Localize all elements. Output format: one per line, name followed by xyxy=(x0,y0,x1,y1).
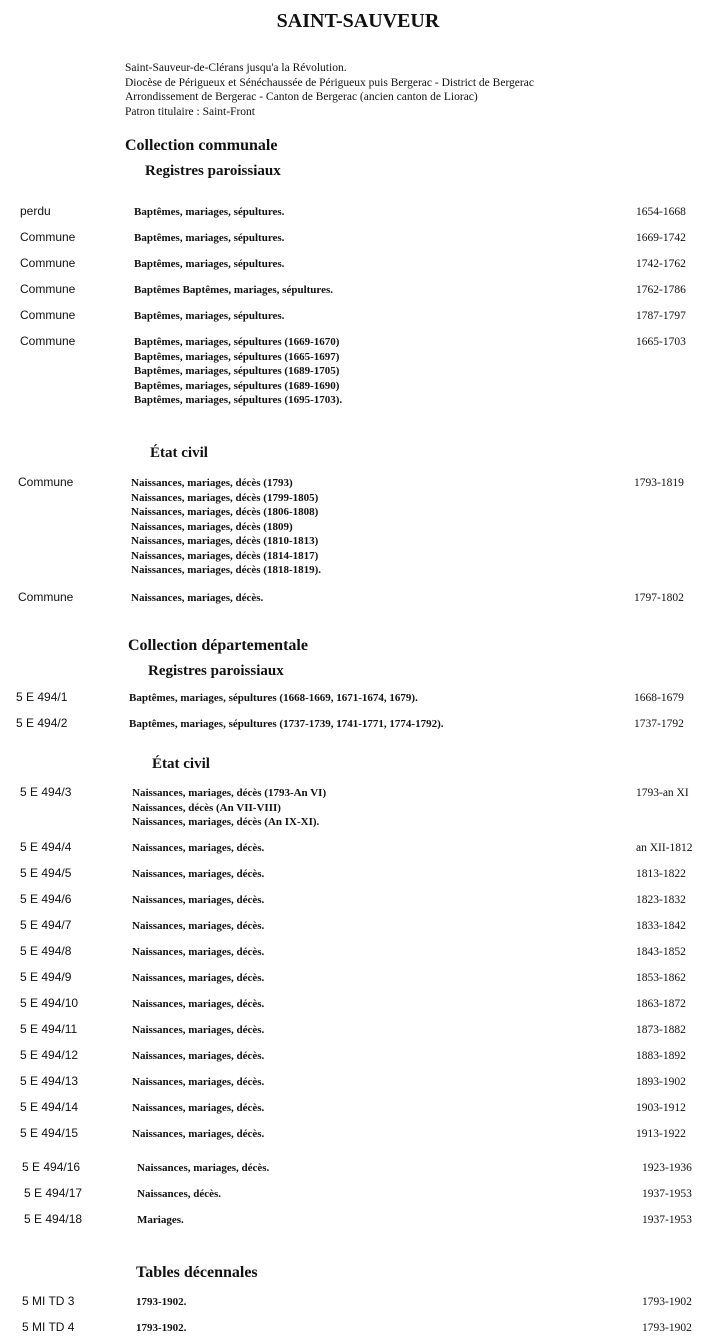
record-description xyxy=(132,997,264,1012)
record-code: 5 E 494/12 xyxy=(20,1048,79,1062)
record-description-line: Baptêmes, mariages, sépultures. xyxy=(134,310,285,322)
record-dates: 1793-an XI xyxy=(636,787,689,799)
record-description-line: Baptêmes, mariages, sépultures (1665-1697) xyxy=(134,350,340,363)
record-description-line: Naissances, mariages, décès. xyxy=(132,1024,265,1036)
record-code: Commune xyxy=(20,308,76,322)
intro-line: Patron titulaire : Saint-Front xyxy=(125,105,255,118)
heading-tables-decennales: Tables décennales xyxy=(136,1264,258,1281)
record-description-line: Naissances, décès (An VII-VIII) xyxy=(132,801,281,814)
page-title: SAINT-SAUVEUR xyxy=(276,10,440,32)
record-code: 5 E 494/4 xyxy=(20,840,72,854)
intro-block xyxy=(125,61,534,119)
record-description xyxy=(132,1075,264,1090)
record-code: Commune xyxy=(20,334,76,348)
record-dates: 1863-1872 xyxy=(636,998,686,1010)
record-description-line: Naissances, mariages, décès (1810-1813) xyxy=(131,535,319,547)
record-code: 5 E 494/16 xyxy=(22,1160,81,1174)
record-dates: 1937-1953 xyxy=(642,1188,692,1200)
record-dates: 1762-1786 xyxy=(636,284,686,296)
record-description-line: Naissances, mariages, décès (1793-An VI) xyxy=(132,787,327,799)
record-code: Commune xyxy=(20,256,76,270)
record-description-line: Naissances, mariages, décès (1809) xyxy=(131,520,293,533)
record-description-line: Naissances, décès. xyxy=(137,1188,222,1200)
record-code: 5 E 494/7 xyxy=(20,918,72,932)
record-dates: an XII-1812 xyxy=(636,842,693,854)
record-description xyxy=(129,717,444,732)
record-description-line: Naissances, mariages, décès (An IX-XI). xyxy=(132,816,320,828)
record-description xyxy=(129,691,418,706)
record-description xyxy=(132,945,264,960)
record-description-line: Naissances, mariages, décès (1818-1819). xyxy=(131,564,322,576)
record-dates: 1883-1892 xyxy=(636,1050,686,1062)
record-description-line: Naissances, mariages, décès. xyxy=(132,1128,265,1140)
record-code: perdu xyxy=(20,204,51,218)
record-description xyxy=(134,335,342,408)
record-description xyxy=(132,786,326,830)
record-dates: 1793-1902 xyxy=(642,1296,692,1308)
record-code: 5 E 494/10 xyxy=(20,996,79,1010)
record-description-line: Baptêmes, mariages, sépultures (1669-1670) xyxy=(134,336,340,348)
record-description-line: Mariages. xyxy=(137,1214,184,1226)
record-dates: 1665-1703 xyxy=(636,336,686,348)
record-code: 5 MI TD 4 xyxy=(22,1320,75,1334)
record-code: Commune xyxy=(18,475,74,489)
record-description xyxy=(134,205,284,220)
record-description-line: Naissances, mariages, décès. xyxy=(132,868,265,880)
record-description-line: Naissances, mariages, décès (1799-1805) xyxy=(131,491,319,504)
record-description xyxy=(131,591,263,606)
record-description xyxy=(137,1161,269,1176)
intro-line: Saint-Sauveur-de-Clérans jusqu'a la Révolution. xyxy=(125,62,347,74)
record-description-line: Naissances, mariages, décès. xyxy=(132,1076,265,1088)
record-dates: 1903-1912 xyxy=(636,1102,686,1114)
intro-line: Diocèse de Périgueux et Sénéchaussée de Périgueux puis Bergerac - District de Bergerac xyxy=(125,76,534,89)
record-description xyxy=(132,893,264,908)
record-dates: 1737-1792 xyxy=(634,718,684,730)
intro-line: Arrondissement de Bergerac - Canton de Bergerac (ancien canton de Liorac) xyxy=(125,91,478,103)
record-dates: 1813-1822 xyxy=(636,868,686,880)
record-description-line: Baptêmes, mariages, sépultures. xyxy=(134,258,285,270)
record-description xyxy=(131,476,321,578)
record-code: 5 E 494/3 xyxy=(20,785,72,799)
record-dates: 1873-1882 xyxy=(636,1024,686,1036)
record-description xyxy=(132,1101,264,1116)
record-code: Commune xyxy=(20,230,76,244)
record-description-line: Naissances, mariages, décès (1814-1817) xyxy=(131,549,319,562)
record-description-line: Naissances, mariages, décès (1793) xyxy=(131,477,293,489)
record-description-line: Baptêmes Baptêmes, mariages, sépultures. xyxy=(134,284,333,296)
record-description-line: Baptêmes, mariages, sépultures. xyxy=(134,206,285,218)
record-code: 5 E 494/17 xyxy=(24,1186,83,1200)
record-dates: 1654-1668 xyxy=(636,206,686,218)
record-description-line: Naissances, mariages, décès. xyxy=(132,894,265,906)
record-code: 5 E 494/5 xyxy=(20,866,72,880)
record-description xyxy=(134,257,284,272)
record-description-line: Naissances, mariages, décès. xyxy=(131,592,264,604)
record-code: Commune xyxy=(20,282,76,296)
record-dates: 1937-1953 xyxy=(642,1214,692,1226)
record-description-line: Baptêmes, mariages, sépultures. xyxy=(134,232,285,244)
record-description-line: 1793-1902. xyxy=(136,1322,187,1334)
heading-collection-communale: Collection communale xyxy=(125,137,278,154)
record-description-line: Baptêmes, mariages, sépultures (1689-1705) xyxy=(134,365,340,377)
record-description xyxy=(132,1023,264,1038)
record-dates: 1793-1819 xyxy=(634,477,684,489)
record-code: 5 E 494/9 xyxy=(20,970,72,984)
record-dates: 1843-1852 xyxy=(636,946,686,958)
record-description-line: Naissances, mariages, décès. xyxy=(132,1050,265,1062)
record-code: 5 MI TD 3 xyxy=(22,1294,75,1308)
record-description xyxy=(132,1049,264,1064)
record-dates: 1823-1832 xyxy=(636,894,686,906)
record-dates: 1797-1802 xyxy=(634,592,684,604)
record-code: 5 E 494/6 xyxy=(20,892,72,906)
record-description xyxy=(134,309,284,324)
record-description-line: Baptêmes, mariages, sépultures (1737-1739, 1741-1771, 1774-1792). xyxy=(129,718,444,730)
record-description-line: Naissances, mariages, décès. xyxy=(137,1162,270,1174)
record-description xyxy=(132,867,264,882)
record-description-line: Naissances, mariages, décès. xyxy=(132,972,265,984)
record-description xyxy=(134,283,333,298)
record-description xyxy=(137,1213,184,1228)
record-description xyxy=(132,841,264,856)
record-dates: 1787-1797 xyxy=(636,310,686,322)
record-description xyxy=(137,1187,221,1202)
record-description-line: Baptêmes, mariages, sépultures (1689-1690) xyxy=(134,379,340,392)
record-code: 5 E 494/8 xyxy=(20,944,72,958)
record-description-line: 1793-1902. xyxy=(136,1296,187,1308)
record-description xyxy=(136,1321,186,1336)
record-code: 5 E 494/13 xyxy=(20,1074,79,1088)
record-description xyxy=(132,971,264,986)
record-description-line: Naissances, mariages, décès. xyxy=(132,920,265,932)
record-dates: 1793-1902 xyxy=(642,1322,692,1334)
record-description-line: Baptêmes, mariages, sépultures (1668-1669, 1671-1674, 1679). xyxy=(129,692,418,704)
record-code: 5 E 494/14 xyxy=(20,1100,79,1114)
record-description-line: Naissances, mariages, décès (1806-1808) xyxy=(131,506,319,518)
record-dates: 1893-1902 xyxy=(636,1076,686,1088)
record-description-line: Naissances, mariages, décès. xyxy=(132,946,265,958)
record-dates: 1923-1936 xyxy=(642,1162,692,1174)
heading-etat-civil: État civil xyxy=(152,756,210,772)
heading-collection-departementale: Collection départementale xyxy=(128,637,308,654)
record-code: 5 E 494/2 xyxy=(16,716,68,730)
record-description-line: Naissances, mariages, décès. xyxy=(132,1102,265,1114)
record-description xyxy=(134,231,284,246)
record-dates: 1742-1762 xyxy=(636,258,686,270)
record-code: Commune xyxy=(18,590,74,604)
record-dates: 1669-1742 xyxy=(636,232,686,244)
heading-etat-civil: État civil xyxy=(150,445,208,461)
record-dates: 1853-1862 xyxy=(636,972,686,984)
record-description xyxy=(132,1127,264,1142)
record-description-line: Naissances, mariages, décès. xyxy=(132,842,265,854)
heading-registres-paroissiaux: Registres paroissiaux xyxy=(148,663,284,679)
record-dates: 1913-1922 xyxy=(636,1128,686,1140)
record-description xyxy=(136,1295,186,1310)
record-code: 5 E 494/15 xyxy=(20,1126,79,1140)
record-code: 5 E 494/11 xyxy=(20,1022,78,1036)
record-dates: 1668-1679 xyxy=(634,692,684,704)
record-code: 5 E 494/1 xyxy=(16,690,68,704)
record-code: 5 E 494/18 xyxy=(24,1212,83,1226)
heading-registres-paroissiaux: Registres paroissiaux xyxy=(145,163,281,179)
record-description-line: Baptêmes, mariages, sépultures (1695-1703). xyxy=(134,394,343,406)
record-description-line: Naissances, mariages, décès. xyxy=(132,998,265,1010)
record-description xyxy=(132,919,264,934)
record-dates: 1833-1842 xyxy=(636,920,686,932)
